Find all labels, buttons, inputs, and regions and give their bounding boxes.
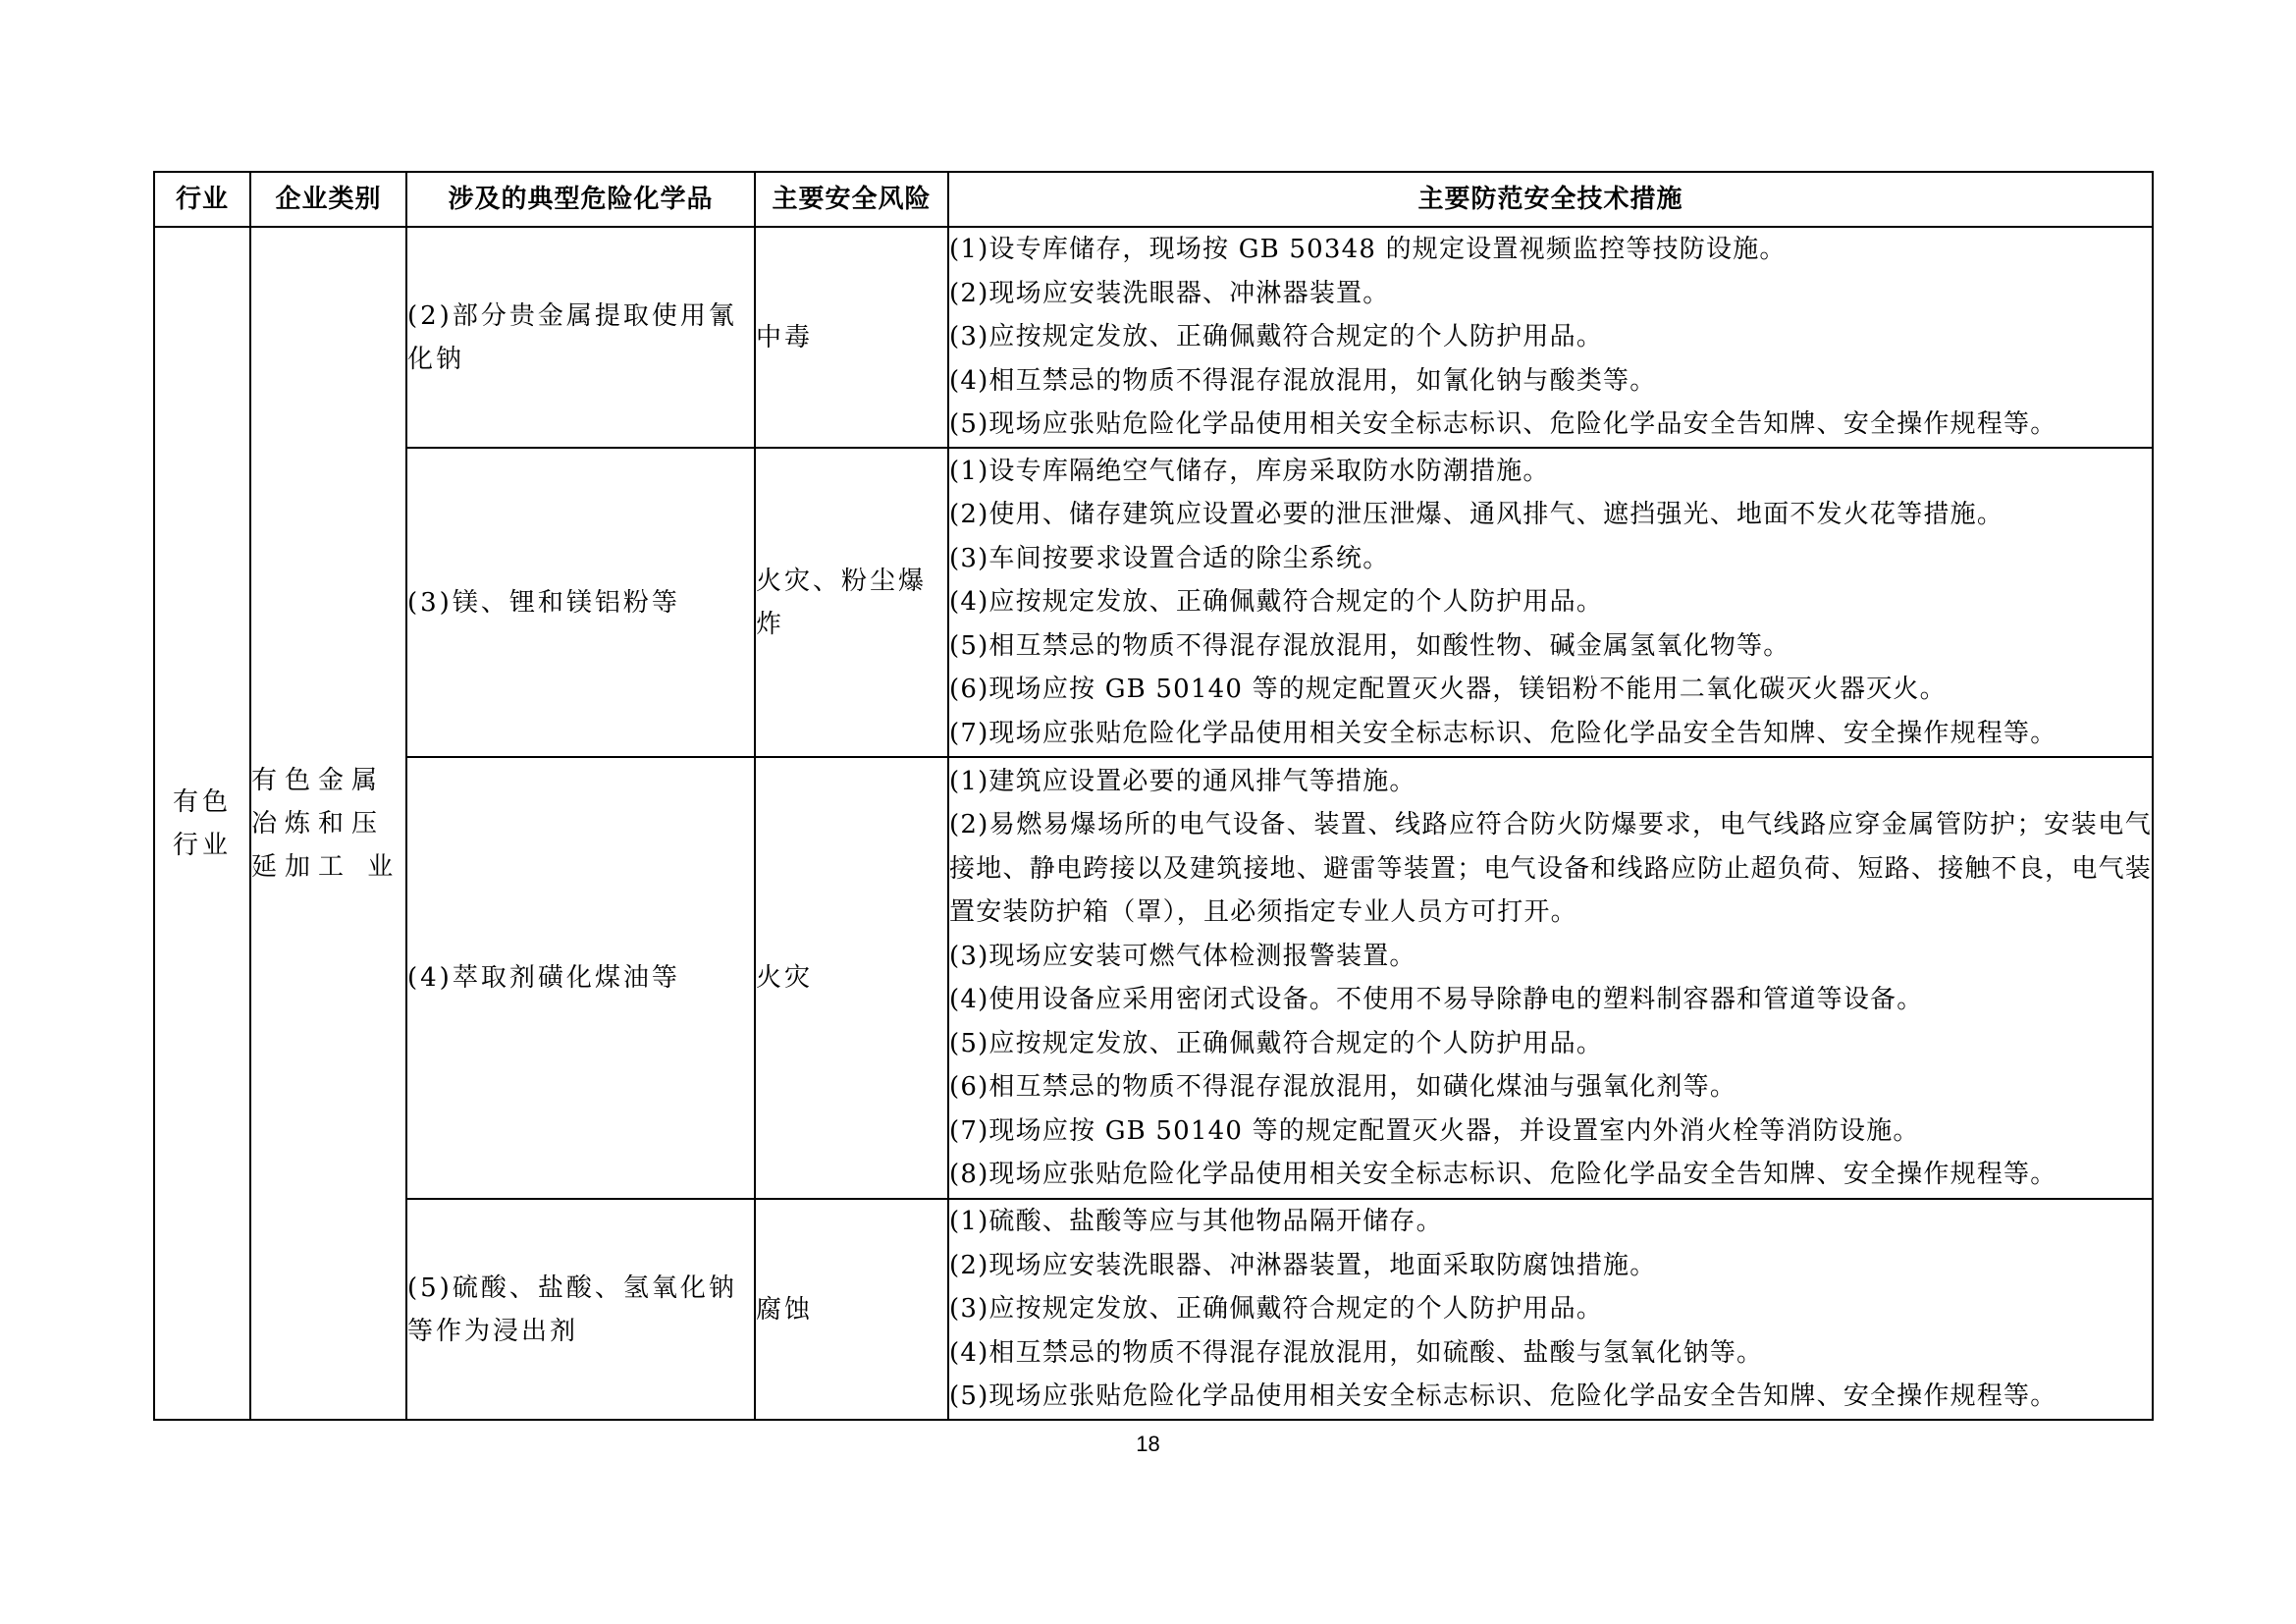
risk-cell	[755, 1199, 948, 1420]
header-chemicals: 涉及的典型危险化学品	[406, 172, 755, 227]
industry-cell	[154, 227, 250, 1420]
measure-item: (1)建筑应设置必要的通风排气等措施。	[949, 766, 1416, 796]
chemical-label: (5)硫酸、盐酸、氢氧化钠等作为浸出剂	[407, 1272, 737, 1346]
risk-cell	[755, 757, 948, 1199]
header-category: 企业类别	[250, 172, 406, 227]
chemical-cell	[406, 448, 755, 757]
measure-item: (6)现场应按 GB 50140 等的规定配置灭火器，镁铝粉不能用二氧化碳灭火器灭火。	[949, 675, 1947, 705]
measure-item: (6)相互禁忌的物质不得混存混放混用，如磺化煤油与强氧化剂等。	[949, 1072, 1737, 1102]
chemical-label: (4)萃取剂磺化煤油等	[407, 963, 680, 993]
measure-item: (4)使用设备应采用密闭式设备。不使用不易导除静电的塑料制容器和管道等设备。	[949, 985, 1924, 1014]
measure-item: (5)相互禁忌的物质不得混存混放混用，如酸性物、碱金属氢氧化物等。	[949, 630, 1790, 661]
measures-cell	[948, 227, 2153, 448]
industry-label: 有色行业	[173, 786, 233, 860]
risk-cell	[755, 227, 948, 448]
measure-item: (7)现场应按 GB 50140 等的规定配置灭火器，并设置室内外消火栓等消防设施。	[949, 1115, 1920, 1146]
measure-item: (1)设专库隔绝空气储存，库房采取防水防潮措施。	[949, 456, 1550, 486]
risk-label: 腐蚀	[756, 1294, 814, 1325]
measure-item: (7)现场应张贴危险化学品使用相关安全标志标识、危险化学品安全告知牌、安全操作规程等。	[949, 718, 2057, 748]
chemical-cell	[406, 1199, 755, 1420]
page-number: 18	[1136, 1432, 1160, 1456]
measure-item: (5)应按规定发放、正确佩戴符合规定的个人防护用品。	[949, 1028, 1604, 1058]
header-risk: 主要安全风险	[755, 172, 948, 227]
chemical-cell	[406, 227, 755, 448]
measure-item: (1)硫酸、盐酸等应与其他物品隔开储存。	[949, 1207, 1443, 1237]
measure-item: (2)易燃易爆场所的电气设备、装置、线路应符合防火防爆要求，电气线路应穿金属管防护；安装电气接地、静电跨接以及建筑接地、避雷等装置；电气设备和线路应防止超负荷、短路、接触不良，电气装置安装防护箱（罩），且必须指定专业人员方可打开。	[949, 810, 2152, 927]
chemical-cell	[406, 757, 755, 1199]
table-row	[154, 1199, 2153, 1420]
measure-item: (1)设专库储存，现场按 GB 50348 的规定设置视频监控等技防设施。	[949, 235, 1787, 265]
risk-cell	[755, 448, 948, 757]
measure-item: (2)使用、储存建筑应设置必要的泄压泄爆、通风排气、遮挡强光、地面不发火花等措施。	[949, 500, 2004, 530]
measure-item: (4)应按规定发放、正确佩戴符合规定的个人防护用品。	[949, 587, 1604, 618]
risk-label: 火灾	[756, 963, 814, 993]
measure-item: (5)现场应张贴危险化学品使用相关安全标志标识、危险化学品安全告知牌、安全操作规程等。	[949, 1381, 2057, 1412]
measure-item: (4)相互禁忌的物质不得混存混放混用，如氰化钠与酸类等。	[949, 365, 1657, 396]
table-header-row	[154, 172, 2153, 227]
measure-item: (2)现场应安装洗眼器、冲淋器装置，地面采取防腐蚀措施。	[949, 1250, 1657, 1280]
measures-cell	[948, 448, 2153, 757]
chemical-label: (3)镁、锂和镁铝粉等	[407, 587, 680, 618]
measures-cell	[948, 757, 2153, 1199]
risk-label: 火灾、粉尘爆炸	[756, 566, 928, 639]
table-row	[154, 448, 2153, 757]
category-cell	[250, 227, 406, 1420]
measure-item: (8)现场应张贴危险化学品使用相关安全标志标识、危险化学品安全告知牌、安全操作规程等。	[949, 1160, 2057, 1189]
chemical-label: (2)部分贵金属提取使用氰化钠	[407, 300, 737, 374]
measure-item: (3)应按规定发放、正确佩戴符合规定的个人防护用品。	[949, 322, 1604, 352]
table-row	[154, 227, 2153, 448]
measure-item: (3)应按规定发放、正确佩戴符合规定的个人防护用品。	[949, 1294, 1604, 1325]
measures-cell	[948, 1199, 2153, 1420]
header-measures: 主要防范安全技术措施	[948, 172, 2153, 227]
header-industry: 行业	[154, 172, 250, 227]
risk-label: 中毒	[756, 322, 814, 352]
measure-item: (3)车间按要求设置合适的除尘系统。	[949, 543, 1390, 573]
hazard-measures-table	[153, 171, 2154, 1421]
category-label: 有色金属冶炼和压延加工 业	[251, 765, 401, 882]
measure-item: (5)现场应张贴危险化学品使用相关安全标志标识、危险化学品安全告知牌、安全操作规程等。	[949, 409, 2057, 440]
measure-item: (4)相互禁忌的物质不得混存混放混用，如硫酸、盐酸与氢氧化钠等。	[949, 1337, 1764, 1368]
measure-item: (3)现场应安装可燃气体检测报警装置。	[949, 941, 1416, 971]
measure-item: (2)现场应安装洗眼器、冲淋器装置。	[949, 278, 1390, 308]
table-row	[154, 757, 2153, 1199]
